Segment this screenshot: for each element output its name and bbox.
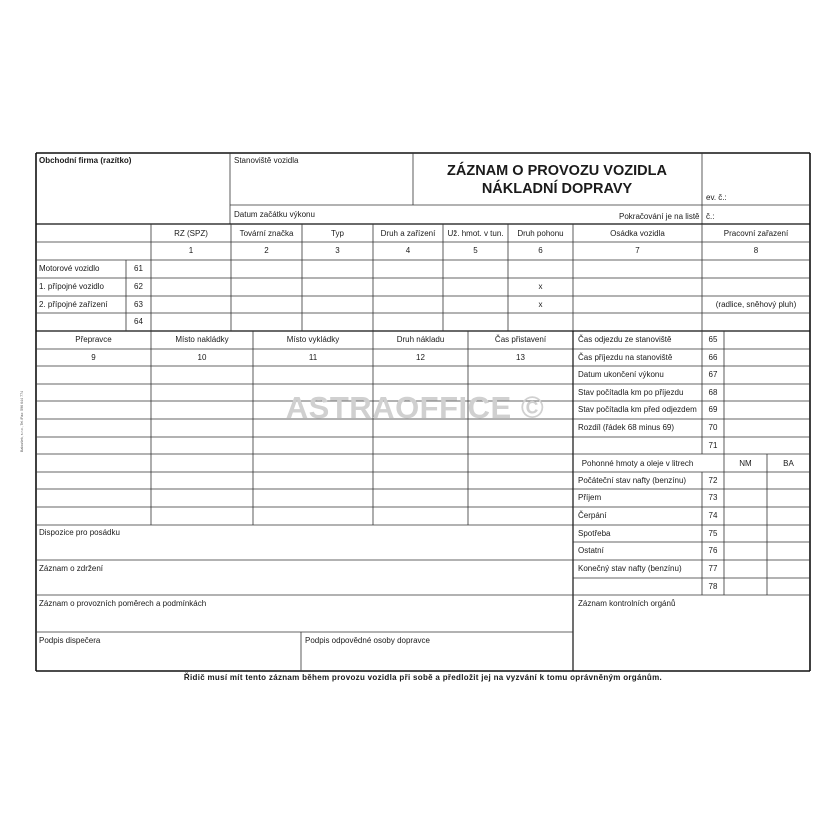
transport-col-number: 13	[516, 353, 525, 362]
vehicle-col-header: Typ	[331, 229, 344, 238]
fuel-item-number: 78	[708, 582, 718, 591]
fuel-nm-header: NM	[739, 459, 752, 468]
vehicle-col-header: Pracovní zařazení	[723, 229, 789, 238]
c-label: č.:	[706, 212, 715, 221]
watermark: ASTRAOFFICE ©	[285, 390, 545, 425]
vehicle-col-number: 2	[264, 246, 269, 255]
right-panel-number: 68	[708, 388, 718, 397]
vehicle-row-number: 61	[134, 264, 143, 273]
fuel-item-number: 77	[708, 564, 718, 573]
right-panel-label: Stav počítadla km před odjezdem	[578, 405, 697, 414]
fuel-item-label: Ostatní	[578, 546, 604, 555]
vehicle-col-header: Druh pohonu	[517, 229, 564, 238]
right-panel-number: 65	[708, 335, 718, 344]
obchodni-firma-label: Obchodní firma (razítko)	[39, 156, 132, 165]
form-title-line1: ZÁZNAM O PROVOZU VOZIDLA	[447, 163, 667, 179]
fuel-ba-header: BA	[783, 459, 794, 468]
vehicle-row-number: 64	[134, 317, 143, 326]
vehicle-col-header: RZ (SPZ)	[174, 229, 208, 238]
vehicle-col-number: 5	[473, 246, 478, 255]
right-panel-label: Čas příjezdu na stanoviště	[578, 353, 673, 362]
datum-zacatku-label: Datum začátku výkonu	[234, 210, 315, 219]
pokracovani-label: Pokračování je na listě	[619, 212, 700, 221]
fuel-item-number: 75	[708, 529, 718, 538]
vehicle-row-label: 1. přípojné vozidlo	[39, 282, 104, 291]
podpis-osoby-label: Podpis odpovědné osoby dopravce	[305, 636, 430, 645]
pomery-label: Záznam o provozních poměrech a podmínkách	[39, 599, 207, 608]
stanoviste-label: Stanoviště vozidla	[234, 156, 299, 165]
fuel-item-label: Příjem	[578, 493, 602, 502]
vehicle-col-number: 1	[188, 246, 194, 255]
fuel-item-label: Čerpání	[578, 511, 607, 520]
transport-col-header: Čas přistavení	[494, 335, 547, 344]
footer-instruction: Řidič musí mít tento záznam během provozu vozidla při sobě a předložit jej na vyzvání k tomu oprávněným orgánům.	[183, 673, 663, 682]
right-panel-label: Datum ukončení výkonu	[578, 370, 664, 379]
transport-col-header: Místo nakládky	[175, 335, 229, 344]
vehicle-col-number: 3	[335, 246, 340, 255]
zdrzeni-label: Záznam o zdržení	[39, 564, 104, 573]
fuel-item-number: 76	[708, 546, 718, 555]
vehicle-col-header: Tovární značka	[239, 229, 294, 238]
right-panel-number: 70	[708, 423, 718, 432]
transport-col-header: Přepravce	[75, 335, 112, 344]
vehicle-col-number: 4	[405, 246, 411, 255]
fuel-item-label: Počáteční stav nafty (benzínu)	[578, 476, 687, 485]
fuel-item-label: Konečný stav nafty (benzínu)	[578, 564, 682, 573]
transport-col-number: 9	[91, 353, 96, 362]
vehicle-row-label: Motorové vozidlo	[39, 264, 100, 273]
fuel-item-number: 72	[708, 476, 718, 485]
transport-col-header: Druh nákladu	[396, 335, 445, 344]
pracovni-zarazeni-note: (radlice, sněhový pluh)	[715, 300, 797, 309]
right-panel-label: Čas odjezdu ze stanoviště	[578, 335, 672, 344]
transport-col-number: 12	[416, 353, 425, 362]
right-panel-label: Stav počítadla km po příjezdu	[578, 388, 684, 397]
x-mark: x	[538, 282, 543, 291]
right-panel-number: 66	[708, 353, 718, 362]
vehicle-col-header: Druh a zařízení	[380, 229, 436, 238]
transport-col-number: 11	[308, 353, 318, 362]
form-title-line2: NÁKLADNÍ DOPRAVY	[481, 181, 633, 197]
fuel-item-label: Spotřeba	[578, 529, 611, 538]
right-panel-number: 69	[708, 405, 718, 414]
kontrolni-organy-label: Záznam kontrolních orgánů	[578, 599, 676, 608]
vehicle-col-number: 8	[753, 246, 759, 255]
fuel-header: Pohonné hmoty a oleje v litrech	[581, 459, 694, 468]
vehicle-row-number: 63	[134, 300, 143, 309]
dispozice-label: Dispozice pro posádku	[39, 528, 120, 537]
vehicle-col-number: 6	[538, 246, 543, 255]
vehicle-row-label: 2. přípojné zařízení	[39, 300, 108, 309]
transport-col-header: Místo vykládky	[286, 335, 340, 344]
fuel-item-number: 73	[708, 493, 718, 502]
side-publisher-text: Baloušek, s.r.o., Tel./Fax: 596 644 774	[20, 390, 24, 452]
vehicle-col-header: Osádka vozidla	[610, 229, 665, 238]
right-panel-number: 71	[708, 441, 718, 450]
ev-c-label: ev. č.:	[706, 193, 727, 202]
vehicle-col-header: Už. hmot. v tun.	[447, 229, 504, 238]
right-panel-label: Rozdíl (řádek 68 minus 69)	[578, 423, 675, 432]
fuel-item-number: 74	[708, 511, 718, 520]
right-panel-number: 67	[708, 370, 718, 379]
transport-col-number: 10	[197, 353, 207, 362]
vehicle-col-number: 7	[635, 246, 640, 255]
vehicle-row-number: 62	[134, 282, 143, 291]
x-mark: x	[538, 300, 543, 309]
podpis-dispecera-label: Podpis dispečera	[39, 636, 101, 645]
